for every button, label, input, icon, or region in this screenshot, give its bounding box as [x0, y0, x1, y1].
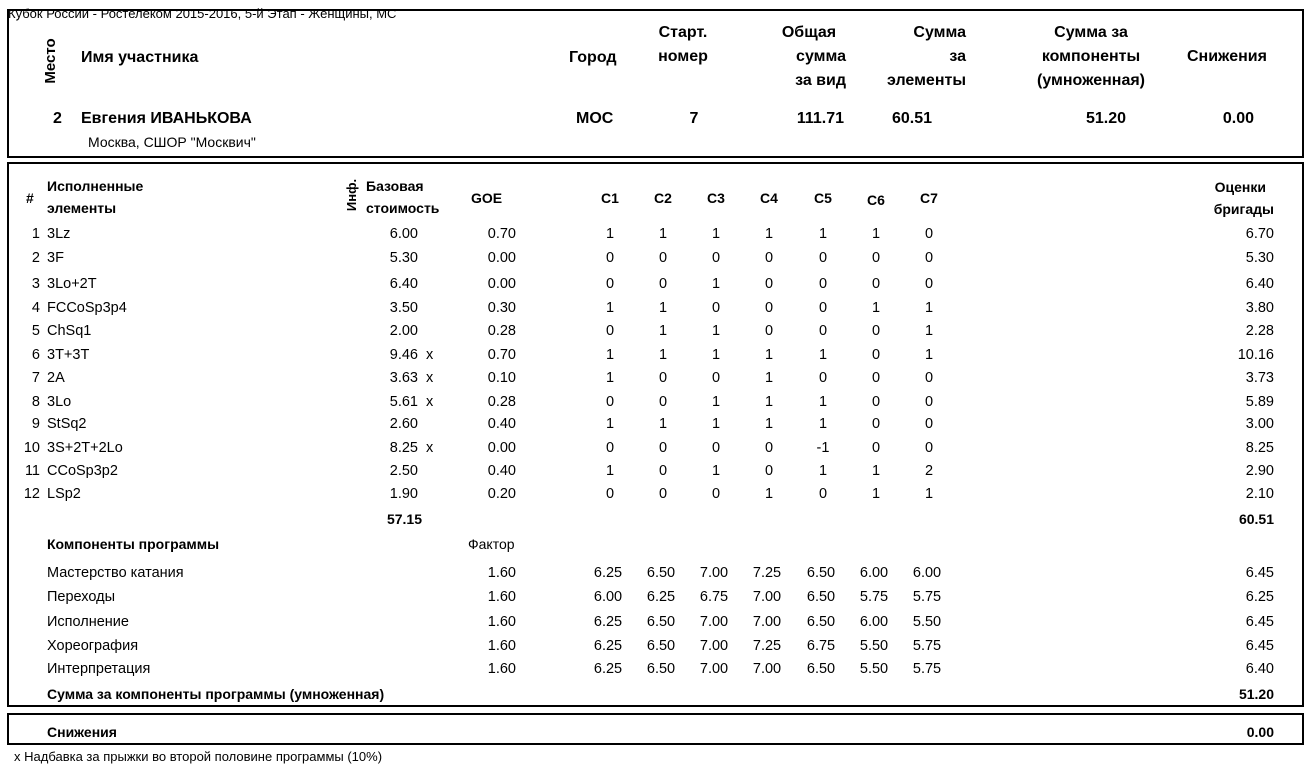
skater-total: 111.71	[796, 110, 844, 127]
component-name: Мастерство катания	[47, 565, 184, 581]
component-judge-c6: 6.00	[859, 614, 889, 630]
element-judge-c3: 1	[711, 394, 721, 410]
total-header	[760, 21, 846, 93]
components-title: Компоненты программы	[47, 536, 220, 552]
element-info: x	[426, 370, 434, 386]
element-judge-c1: 1	[605, 370, 615, 386]
element-judge-c3: 1	[711, 347, 721, 363]
component-name: Хореография	[47, 638, 139, 654]
element-goe: 0.28	[487, 323, 516, 339]
component-row	[0, 611, 1316, 633]
element-number: 3	[31, 276, 40, 292]
element-base: 3.50	[389, 300, 418, 316]
element-judge-c5: 0	[818, 486, 828, 502]
element-score: 8.25	[1245, 440, 1274, 456]
element-judge-c1: 0	[605, 394, 615, 410]
component-judge-c6: 5.50	[859, 638, 889, 654]
base-header	[366, 175, 439, 219]
element-judge-c5: 1	[818, 347, 828, 363]
component-row	[0, 562, 1316, 584]
component-judge-c4: 7.00	[752, 614, 782, 630]
element-base: 2.00	[389, 323, 418, 339]
element-judge-c3: 1	[711, 416, 721, 432]
component-factor: 1.60	[487, 661, 516, 677]
deductions-header: Снижения	[1187, 48, 1267, 65]
element-info: x	[426, 347, 434, 363]
judge-header-c2: C2	[654, 190, 672, 206]
judge-header-c6: C6	[867, 192, 885, 208]
element-base: 2.50	[389, 463, 418, 479]
footnote: x Надбавка за прыжки во второй половине программы (10%)	[14, 749, 383, 764]
component-judge-c4: 7.00	[752, 661, 782, 677]
start-no-header-line1: Старт.	[658, 24, 708, 41]
element-number: 8	[31, 394, 40, 410]
element-name: FCCoSp3p4	[47, 300, 127, 316]
element-judge-c7: 1	[924, 347, 934, 363]
element-goe: 0.28	[487, 394, 516, 410]
component-score: 6.45	[1245, 565, 1274, 581]
element-judge-c6: 0	[871, 276, 881, 292]
component-judge-c5: 6.50	[806, 565, 836, 581]
element-base: 2.60	[389, 416, 418, 432]
element-judge-c6: 1	[871, 463, 881, 479]
component-judge-c1: 6.00	[593, 589, 623, 605]
element-goe: 0.70	[487, 347, 516, 363]
element-judge-c2: 0	[658, 440, 668, 456]
deductions-label: Снижения	[47, 724, 117, 740]
element-judge-c4: 0	[764, 463, 774, 479]
num-header: #	[26, 190, 34, 206]
component-judge-c5: 6.50	[806, 614, 836, 630]
element-judge-c3: 1	[711, 226, 721, 242]
panel-header-line1: Оценки	[1214, 179, 1266, 195]
element-judge-c6: 1	[871, 300, 881, 316]
element-judge-c4: 1	[764, 486, 774, 502]
component-name: Интерпретация	[47, 661, 151, 677]
skater-deductions: 0.00	[1222, 110, 1254, 127]
component-factor: 1.60	[487, 589, 516, 605]
judge-header-c7: C7	[920, 190, 938, 206]
component-judge-c4: 7.25	[752, 638, 782, 654]
element-info: x	[426, 394, 434, 410]
component-judge-c3: 6.75	[699, 589, 729, 605]
component-judge-c2: 6.50	[646, 638, 676, 654]
element-judge-c5: 1	[818, 463, 828, 479]
judge-header-c1: C1	[601, 190, 619, 206]
components-sum-header-line1: Сумма за	[1054, 24, 1128, 41]
element-judge-c2: 0	[658, 463, 668, 479]
element-info: x	[426, 440, 434, 456]
element-judge-c2: 1	[658, 226, 668, 242]
component-judge-c3: 7.00	[699, 661, 729, 677]
element-judge-c2: 1	[658, 323, 668, 339]
element-number: 12	[23, 486, 40, 502]
element-name: 3Lo	[47, 394, 72, 410]
city-header: Город	[569, 49, 617, 66]
component-judge-c3: 7.00	[699, 565, 729, 581]
total-header-line3: за вид	[795, 72, 846, 89]
element-judge-c7: 0	[924, 416, 934, 432]
components-total-label: Сумма за компоненты программы (умноженная)	[47, 686, 385, 702]
component-score: 6.40	[1245, 661, 1274, 677]
element-judge-c3: 0	[711, 250, 721, 266]
element-judge-c4: 0	[764, 440, 774, 456]
judge-header-c5: C5	[814, 190, 832, 206]
element-row	[0, 437, 1316, 459]
element-judge-c5: 1	[818, 394, 828, 410]
component-score: 6.45	[1245, 638, 1274, 654]
element-judge-c4: 1	[764, 347, 774, 363]
component-judge-c2: 6.50	[646, 614, 676, 630]
element-judge-c1: 0	[605, 440, 615, 456]
element-base: 5.61	[389, 394, 418, 410]
element-judge-c6: 0	[871, 323, 881, 339]
component-row	[0, 586, 1316, 608]
components-sum-header-line3: (умноженная)	[1037, 72, 1145, 89]
element-judge-c7: 0	[924, 370, 934, 386]
element-score: 6.70	[1245, 226, 1274, 242]
panel-header-line2: бригады	[1213, 201, 1274, 217]
element-number: 10	[23, 440, 40, 456]
element-row	[0, 273, 1316, 295]
element-number: 1	[31, 226, 40, 242]
element-base: 8.25	[389, 440, 418, 456]
element-goe: 0.10	[487, 370, 516, 386]
component-score: 6.25	[1245, 589, 1274, 605]
element-judge-c5: 0	[818, 370, 828, 386]
elements-header	[47, 175, 143, 219]
element-judge-c1: 1	[605, 226, 615, 242]
element-judge-c6: 1	[871, 486, 881, 502]
skater-city: MOC	[576, 110, 614, 127]
component-factor: 1.60	[487, 638, 516, 654]
component-judge-c6: 5.50	[859, 661, 889, 677]
element-judge-c1: 0	[605, 323, 615, 339]
element-score: 3.00	[1245, 416, 1274, 432]
base-header-line1: Базовая	[366, 178, 424, 194]
element-judge-c1: 0	[605, 250, 615, 266]
element-judge-c4: 1	[764, 226, 774, 242]
element-row	[0, 297, 1316, 319]
element-row	[0, 344, 1316, 366]
element-name: 3T+3T	[47, 347, 90, 363]
event-title: Кубок России - Ростелеком 2015-2016, 5-й Этап - Женщины, МС	[8, 6, 397, 21]
component-name: Исполнение	[47, 614, 129, 630]
component-factor: 1.60	[487, 565, 516, 581]
element-base: 1.90	[389, 486, 418, 502]
elements-sum-header	[870, 21, 966, 93]
element-judge-c3: 1	[711, 276, 721, 292]
components-total-value: 51.20	[1238, 686, 1274, 702]
element-base: 6.40	[389, 276, 418, 292]
element-judge-c7: 0	[924, 226, 934, 242]
element-judge-c3: 1	[711, 463, 721, 479]
element-row	[0, 320, 1316, 342]
component-judge-c7: 5.75	[912, 661, 942, 677]
element-judge-c6: 1	[871, 226, 881, 242]
goe-header: GOE	[471, 190, 503, 206]
name-header: Имя участника	[81, 49, 199, 66]
elements-sum-header-line1: Сумма	[913, 24, 966, 41]
element-judge-c5: 0	[818, 323, 828, 339]
element-judge-c5: 0	[818, 300, 828, 316]
elements-header-line2: элементы	[47, 200, 117, 216]
element-goe: 0.70	[487, 226, 516, 242]
component-judge-c4: 7.00	[752, 589, 782, 605]
element-judge-c4: 0	[764, 300, 774, 316]
element-score: 2.28	[1245, 323, 1274, 339]
element-judge-c1: 0	[605, 276, 615, 292]
element-judge-c4: 0	[764, 323, 774, 339]
element-judge-c3: 0	[711, 486, 721, 502]
element-goe: 0.30	[487, 300, 516, 316]
component-judge-c5: 6.50	[806, 589, 836, 605]
deductions-box	[7, 713, 1304, 745]
element-number: 4	[31, 300, 40, 316]
element-judge-c4: 0	[764, 250, 774, 266]
element-row	[0, 247, 1316, 269]
element-judge-c6: 0	[871, 440, 881, 456]
element-judge-c5: 0	[818, 250, 828, 266]
elements-sum-header-line2: за	[949, 48, 966, 65]
element-name: 3Lz	[47, 226, 71, 242]
element-judge-c6: 0	[871, 250, 881, 266]
element-base: 9.46	[389, 347, 418, 363]
element-judge-c1: 0	[605, 486, 615, 502]
component-score: 6.45	[1245, 614, 1274, 630]
element-score: 6.40	[1245, 276, 1274, 292]
start-no-header-line2: номер	[658, 48, 708, 65]
component-row	[0, 635, 1316, 657]
element-base: 5.30	[389, 250, 418, 266]
element-judge-c2: 0	[658, 486, 668, 502]
skater-start-no: 7	[689, 110, 699, 127]
component-judge-c2: 6.50	[646, 661, 676, 677]
factor-header: Фактор	[468, 536, 515, 552]
element-base: 3.63	[389, 370, 418, 386]
element-score: 5.89	[1245, 394, 1274, 410]
element-name: 2A	[47, 370, 65, 386]
element-score: 2.10	[1245, 486, 1274, 502]
element-judge-c5: 0	[818, 276, 828, 292]
element-judge-c2: 0	[658, 276, 668, 292]
element-judge-c3: 0	[711, 370, 721, 386]
components-sum-header-line2: компоненты	[1041, 48, 1141, 65]
element-judge-c3: 1	[711, 323, 721, 339]
element-goe: 0.20	[487, 486, 516, 502]
component-judge-c5: 6.50	[806, 661, 836, 677]
element-score: 2.90	[1245, 463, 1274, 479]
total-header-line2: сумма	[796, 48, 846, 65]
component-factor: 1.60	[487, 614, 516, 630]
element-judge-c7: 2	[924, 463, 934, 479]
element-judge-c3: 0	[711, 300, 721, 316]
element-name: ChSq1	[47, 323, 92, 339]
element-judge-c6: 0	[871, 347, 881, 363]
base-total: 57.15	[386, 511, 422, 527]
element-judge-c2: 1	[658, 416, 668, 432]
element-judge-c1: 1	[605, 463, 615, 479]
component-judge-c7: 6.00	[912, 565, 942, 581]
component-judge-c2: 6.25	[646, 589, 676, 605]
element-number: 9	[31, 416, 40, 432]
element-name: 3F	[47, 250, 64, 266]
element-score: 10.16	[1237, 347, 1274, 363]
element-judge-c2: 0	[658, 250, 668, 266]
element-row	[0, 483, 1316, 505]
component-judge-c2: 6.50	[646, 565, 676, 581]
total-header-line1: Общая	[781, 24, 837, 41]
components-sum-header	[1025, 21, 1157, 93]
element-number: 11	[24, 463, 40, 479]
element-judge-c7: 0	[924, 394, 934, 410]
element-row	[0, 223, 1316, 245]
skater-place: 2	[53, 110, 62, 127]
element-judge-c2: 1	[658, 347, 668, 363]
element-goe: 0.00	[487, 250, 516, 266]
component-judge-c6: 6.00	[859, 565, 889, 581]
judge-header-c3: C3	[707, 190, 725, 206]
element-number: 6	[31, 347, 40, 363]
element-row	[0, 391, 1316, 413]
component-judge-c1: 6.25	[593, 565, 623, 581]
element-judge-c7: 1	[924, 323, 934, 339]
skater-club: Москва, СШОР "Москвич"	[88, 134, 256, 150]
element-number: 5	[31, 323, 40, 339]
element-judge-c7: 0	[924, 276, 934, 292]
component-judge-c7: 5.50	[912, 614, 942, 630]
element-score: 5.30	[1245, 250, 1274, 266]
skater-components-sum: 51.20	[1085, 110, 1126, 127]
element-name: CCoSp3p2	[47, 463, 118, 479]
element-number: 7	[31, 370, 40, 386]
element-judge-c4: 1	[764, 394, 774, 410]
component-judge-c7: 5.75	[912, 589, 942, 605]
element-judge-c2: 0	[658, 370, 668, 386]
element-judge-c7: 0	[924, 250, 934, 266]
element-name: 3S+2T+2Lo	[47, 440, 123, 456]
element-row	[0, 460, 1316, 482]
component-judge-c6: 5.75	[859, 589, 889, 605]
elements-sum-header-line3: элементы	[887, 72, 966, 89]
element-goe: 0.00	[487, 276, 516, 292]
component-judge-c3: 7.00	[699, 638, 729, 654]
element-judge-c4: 1	[764, 416, 774, 432]
info-header: Инф.	[344, 178, 359, 212]
element-judge-c4: 0	[764, 276, 774, 292]
component-judge-c5: 6.75	[806, 638, 836, 654]
judge-header-c4: C4	[760, 190, 778, 206]
element-judge-c7: 1	[924, 300, 934, 316]
element-judge-c5: -1	[816, 440, 830, 456]
element-name: StSq2	[47, 416, 87, 432]
skater-elements-sum: 60.51	[891, 110, 932, 127]
element-score: 3.73	[1245, 370, 1274, 386]
element-judge-c5: 1	[818, 226, 828, 242]
element-number: 2	[31, 250, 40, 266]
component-judge-c1: 6.25	[593, 661, 623, 677]
element-base: 6.00	[389, 226, 418, 242]
element-goe: 0.00	[487, 440, 516, 456]
elements-header-line1: Исполненные	[47, 178, 144, 194]
element-score: 3.80	[1245, 300, 1274, 316]
element-judge-c6: 0	[871, 370, 881, 386]
element-name: 3Lo+2T	[47, 276, 97, 292]
start-no-header	[644, 21, 722, 69]
element-judge-c2: 1	[658, 300, 668, 316]
element-judge-c1: 1	[605, 347, 615, 363]
elements-total: 60.51	[1238, 511, 1274, 527]
element-row	[0, 367, 1316, 389]
element-judge-c1: 1	[605, 416, 615, 432]
element-goe: 0.40	[487, 416, 516, 432]
component-judge-c3: 7.00	[699, 614, 729, 630]
component-judge-c1: 6.25	[593, 638, 623, 654]
component-judge-c1: 6.25	[593, 614, 623, 630]
element-judge-c2: 0	[658, 394, 668, 410]
component-judge-c7: 5.75	[912, 638, 942, 654]
element-row	[0, 413, 1316, 435]
element-judge-c4: 1	[764, 370, 774, 386]
base-header-line2: стоимость	[366, 200, 440, 216]
component-row	[0, 658, 1316, 680]
component-name: Переходы	[47, 589, 116, 605]
element-judge-c6: 0	[871, 416, 881, 432]
element-judge-c7: 1	[924, 486, 934, 502]
element-judge-c5: 1	[818, 416, 828, 432]
element-judge-c7: 0	[924, 440, 934, 456]
place-header: Место	[42, 38, 59, 84]
component-judge-c4: 7.25	[752, 565, 782, 581]
element-goe: 0.40	[487, 463, 516, 479]
skater-name: Евгения ИВАНЬКОВА	[81, 110, 252, 127]
element-judge-c6: 0	[871, 394, 881, 410]
element-name: LSp2	[47, 486, 81, 502]
deductions-value: 0.00	[1246, 724, 1274, 740]
element-judge-c3: 0	[711, 440, 721, 456]
panel-header	[1180, 176, 1274, 220]
element-judge-c1: 1	[605, 300, 615, 316]
